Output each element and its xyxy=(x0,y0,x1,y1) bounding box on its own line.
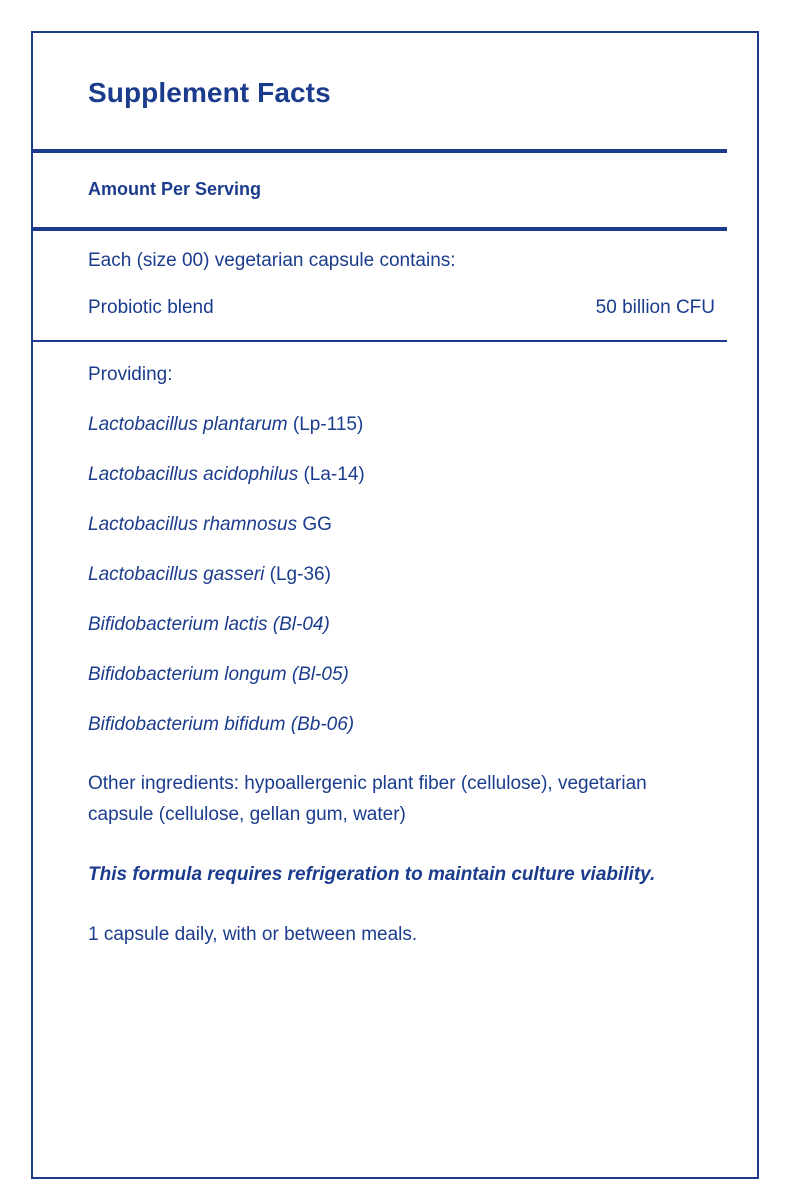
strain-row xyxy=(33,586,757,636)
strain-species: Lactobacillus rhamnosus xyxy=(88,514,298,535)
probiotic-blend-row xyxy=(33,289,757,340)
strain-row xyxy=(33,686,757,736)
strain-species: Lactobacillus plantarum xyxy=(88,414,288,435)
strain-row xyxy=(33,486,757,536)
strain-code: (Lg-36) xyxy=(264,564,331,585)
strain-species: Bifidobacterium lactis xyxy=(88,614,268,635)
serving-note: Each (size 00) vegetarian capsule contains: xyxy=(88,250,456,271)
strain-list xyxy=(33,386,757,736)
strain-species: Bifidobacterium longum xyxy=(88,664,287,685)
strain-species: Lactobacillus acidophilus xyxy=(88,464,299,485)
probiotic-blend-name: Probiotic blend xyxy=(88,297,214,318)
strain-code: (La-14) xyxy=(298,464,365,485)
page-title: Supplement Facts xyxy=(88,77,331,108)
supplement-facts-panel xyxy=(31,31,759,1179)
strain-row xyxy=(33,386,757,436)
directions: 1 capsule daily, with or between meals. xyxy=(88,923,418,945)
strain-code: (Bl-05) xyxy=(286,664,349,685)
probiotic-blend-amount: 50 billion CFU xyxy=(595,297,715,318)
strain-species: Bifidobacterium bifidum xyxy=(88,714,286,735)
strain-code: GG xyxy=(297,514,332,535)
providing-label: Providing: xyxy=(88,364,173,385)
strain-code: (Bl-04) xyxy=(267,614,330,635)
strain-row xyxy=(33,536,757,586)
other-ingredients: Other ingredients: hypoallergenic plant fiber (cellulose), vegetarian capsule (cellulose, gellan gum, water) xyxy=(88,773,647,825)
strain-row xyxy=(33,436,757,486)
strain-code: (Lp-115) xyxy=(287,414,364,435)
strain-row xyxy=(33,636,757,686)
strain-species: Lactobacillus gasseri xyxy=(88,564,265,585)
amount-per-serving-header: Amount Per Serving xyxy=(88,179,262,199)
refrigeration-note: This formula requires refrigeration to maintain culture viability. xyxy=(88,863,656,885)
strain-code: (Bb-06) xyxy=(285,714,355,735)
